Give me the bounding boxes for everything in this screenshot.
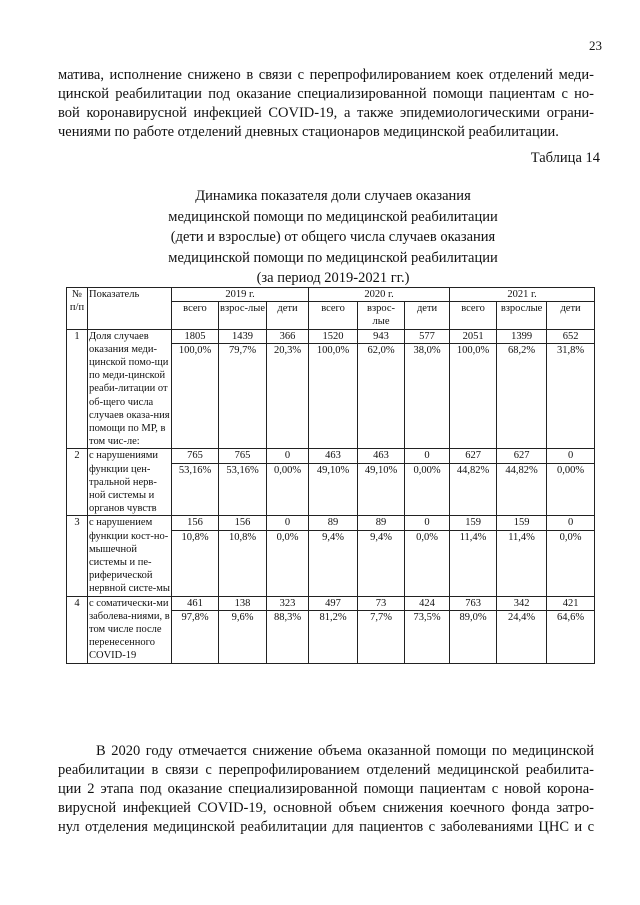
sub-header: дети (405, 302, 450, 329)
text-line: ции 2 этапа под оказание специализированной помощи пациентам с новой корона- (58, 781, 594, 797)
count-value: 0 (405, 516, 449, 530)
count-value: 652 (547, 330, 594, 344)
count-value: 943 (358, 330, 404, 344)
percent-value: 64,6% (557, 611, 585, 623)
sub-header: дети (547, 302, 595, 329)
value-cell (172, 516, 219, 596)
value-cell (358, 449, 405, 516)
header-row-years (67, 288, 595, 302)
count-value: 159 (497, 516, 546, 530)
count-value: 73 (358, 597, 404, 611)
paragraph-conclusion (58, 742, 594, 837)
value-cell (219, 449, 267, 516)
count-value: 156 (172, 516, 218, 530)
count-value: 765 (219, 449, 266, 463)
percent-value: 89,0% (459, 611, 487, 623)
page-number: 23 (589, 38, 602, 53)
count-value: 89 (309, 516, 357, 530)
count-value: 0 (267, 516, 308, 530)
count-value: 1439 (219, 330, 266, 344)
percent-value: 53,16% (226, 464, 259, 476)
value-cell (358, 329, 405, 449)
percent-value: 24,4% (508, 611, 536, 623)
value-cell (497, 449, 547, 516)
value-cell (309, 329, 358, 449)
caption-line: Динамика показателя доли случаев оказания (195, 188, 471, 204)
indicator-cell: Доля случаев оказания меди-цинской помо-щи по меди-цинской реаби-литации от об-щего числа случаев оказа-ния помощи по МР, в том чис-ле: (89, 330, 170, 448)
count-value: 0 (547, 516, 594, 530)
count-value: 421 (547, 597, 594, 611)
text-line: вирусной инфекцией COVID-19, основной объем снижения коечного фонда затро- (58, 800, 594, 816)
caption-line: медицинской помощи по медицинской реабилитации (168, 249, 498, 266)
table-row (67, 449, 595, 516)
value-cell (450, 329, 497, 449)
sub-header: всего (450, 302, 497, 329)
value-cell (267, 516, 309, 596)
value-cell (309, 449, 358, 516)
value-cell (497, 516, 547, 596)
value-cell (405, 329, 450, 449)
percent-value: 62,0% (367, 344, 395, 356)
percent-value: 44,82% (505, 464, 538, 476)
count-value: 1805 (172, 330, 218, 344)
caption-line: (за период 2019-2021 гг.) (256, 270, 410, 286)
percent-value: 9,6% (231, 611, 254, 623)
value-cell (358, 596, 405, 663)
count-value: 1520 (309, 330, 357, 344)
count-value: 138 (219, 597, 266, 611)
text-line: цинской реабилитации под оказание специализированной помощи пациентам с но- (58, 86, 594, 102)
count-value: 463 (309, 449, 357, 463)
value-cell (547, 516, 595, 596)
count-value: 627 (450, 449, 496, 463)
value-cell (450, 596, 497, 663)
value-cell (497, 329, 547, 449)
year-header-2020: 2020 г. (309, 288, 450, 302)
percent-value: 81,2% (319, 611, 347, 623)
percent-value: 97,8% (181, 611, 209, 623)
count-value: 765 (172, 449, 218, 463)
indicator-cell: с соматически-ми заболева-ниями, в том числе после перенесенного COVID-19 (89, 597, 170, 662)
percent-value: 88,3% (273, 611, 302, 623)
paragraph-intro (58, 66, 594, 142)
percent-value: 9,4% (322, 531, 344, 543)
percent-value: 11,4% (508, 531, 535, 543)
value-cell (405, 596, 450, 663)
sub-header: дети (267, 302, 309, 329)
value-cell (405, 449, 450, 516)
sub-header: взрос-лые (219, 302, 267, 329)
col-no-header: № п/п (67, 288, 88, 330)
percent-value: 9,4% (370, 531, 392, 543)
value-cell (172, 329, 219, 449)
percent-value: 100,0% (316, 344, 350, 356)
value-cell (497, 596, 547, 663)
percent-value: 0,00% (413, 464, 441, 476)
count-value: 763 (450, 597, 496, 611)
table-row (67, 329, 595, 449)
value-cell (547, 449, 595, 516)
year-header-2021: 2021 г. (450, 288, 595, 302)
sub-header: всего (309, 302, 358, 329)
value-cell (358, 516, 405, 596)
percent-value: 73,5% (413, 611, 441, 623)
percent-value: 100,0% (456, 344, 490, 356)
value-cell (267, 449, 309, 516)
row-number: 2 (67, 449, 88, 516)
value-cell (547, 329, 595, 449)
sub-header: взрос-лые (358, 302, 405, 329)
sub-header: всего (172, 302, 219, 329)
count-value: 1399 (497, 330, 546, 344)
count-value: 2051 (450, 330, 496, 344)
value-cell (267, 329, 309, 449)
percent-value: 0,00% (273, 464, 302, 476)
percent-value: 0,0% (416, 531, 438, 543)
row-number: 3 (67, 516, 88, 596)
count-value: 424 (405, 597, 449, 611)
text-line: реабилитации в связи с перепрофилированием отделений медицинской реабилита- (58, 762, 594, 778)
row-number: 1 (67, 329, 88, 449)
count-value: 366 (267, 330, 308, 344)
count-value: 463 (358, 449, 404, 463)
sub-header: взрослые (497, 302, 547, 329)
year-header-2019: 2019 г. (172, 288, 309, 302)
col-indicator-header: Показатель (88, 288, 172, 330)
percent-value: 53,16% (178, 464, 212, 476)
table-row (67, 516, 595, 596)
data-table (66, 287, 595, 664)
count-value: 627 (497, 449, 546, 463)
percent-value: 0,0% (276, 531, 299, 543)
count-value: 0 (547, 449, 594, 463)
caption-line: медицинской помощи по медицинской реабилитации (168, 208, 498, 225)
count-value: 0 (405, 449, 449, 463)
value-cell (219, 329, 267, 449)
value-cell (267, 596, 309, 663)
indicator-cell: с нарушением функции кост-но-мышечной системы и пе-риферической нервной систе-мы (89, 517, 170, 595)
count-value: 461 (172, 597, 218, 611)
table-body (67, 329, 595, 663)
value-cell (172, 449, 219, 516)
count-value: 577 (405, 330, 449, 344)
count-value: 159 (450, 516, 496, 530)
text-line: чениями по работе отделений дневных стационаров медицинской реабилитации. (58, 124, 559, 140)
percent-value: 79,7% (228, 344, 257, 356)
value-cell (309, 596, 358, 663)
percent-value: 20,3% (273, 344, 302, 356)
count-value: 497 (309, 597, 357, 611)
value-cell (172, 596, 219, 663)
count-value: 89 (358, 516, 404, 530)
table-row (67, 596, 595, 663)
text-line: В 2020 году отмечается снижение объема оказанной помощи по медицинской (96, 743, 594, 759)
value-cell (450, 449, 497, 516)
value-cell (547, 596, 595, 663)
count-value: 156 (219, 516, 266, 530)
row-number: 4 (67, 596, 88, 663)
value-cell (450, 516, 497, 596)
count-value: 342 (497, 597, 546, 611)
text-line: матива, исполнение снижено в связи с перепрофилированием коек отделений меди- (58, 67, 594, 83)
value-cell (219, 596, 267, 663)
count-value: 323 (267, 597, 308, 611)
value-cell (309, 516, 358, 596)
percent-value: 7,7% (370, 611, 392, 623)
value-cell (219, 516, 267, 596)
percent-value: 31,8% (557, 344, 585, 356)
percent-value: 49,10% (364, 464, 398, 476)
table-caption (120, 186, 546, 289)
percent-value: 44,82% (456, 464, 490, 476)
percent-value: 11,4% (459, 531, 487, 543)
percent-value: 68,2% (508, 344, 536, 356)
percent-value: 0,0% (559, 531, 582, 543)
percent-value: 38,0% (413, 344, 441, 356)
value-cell (405, 516, 450, 596)
text-line: вой коронавирусной инфекцией COVID-19, а также эпидемиологическими ограни- (58, 105, 594, 121)
percent-value: 10,8% (228, 531, 257, 543)
text-line: нул отделения медицинской реабилитации для пациентов с заболеваниями ЦНС и с (58, 819, 594, 835)
percent-value: 49,10% (316, 464, 350, 476)
percent-value: 0,00% (557, 464, 585, 476)
percent-value: 10,8% (181, 531, 209, 543)
indicator-cell: с нарушениями функции цен-тральной нерв-ной системы и органов чувств (88, 449, 172, 516)
caption-line: (дети и взрослые) от общего числа случаев оказания (170, 229, 496, 245)
percent-value: 100,0% (178, 344, 212, 356)
count-value: 0 (267, 449, 308, 463)
table-label: Таблица 14 (530, 150, 600, 166)
